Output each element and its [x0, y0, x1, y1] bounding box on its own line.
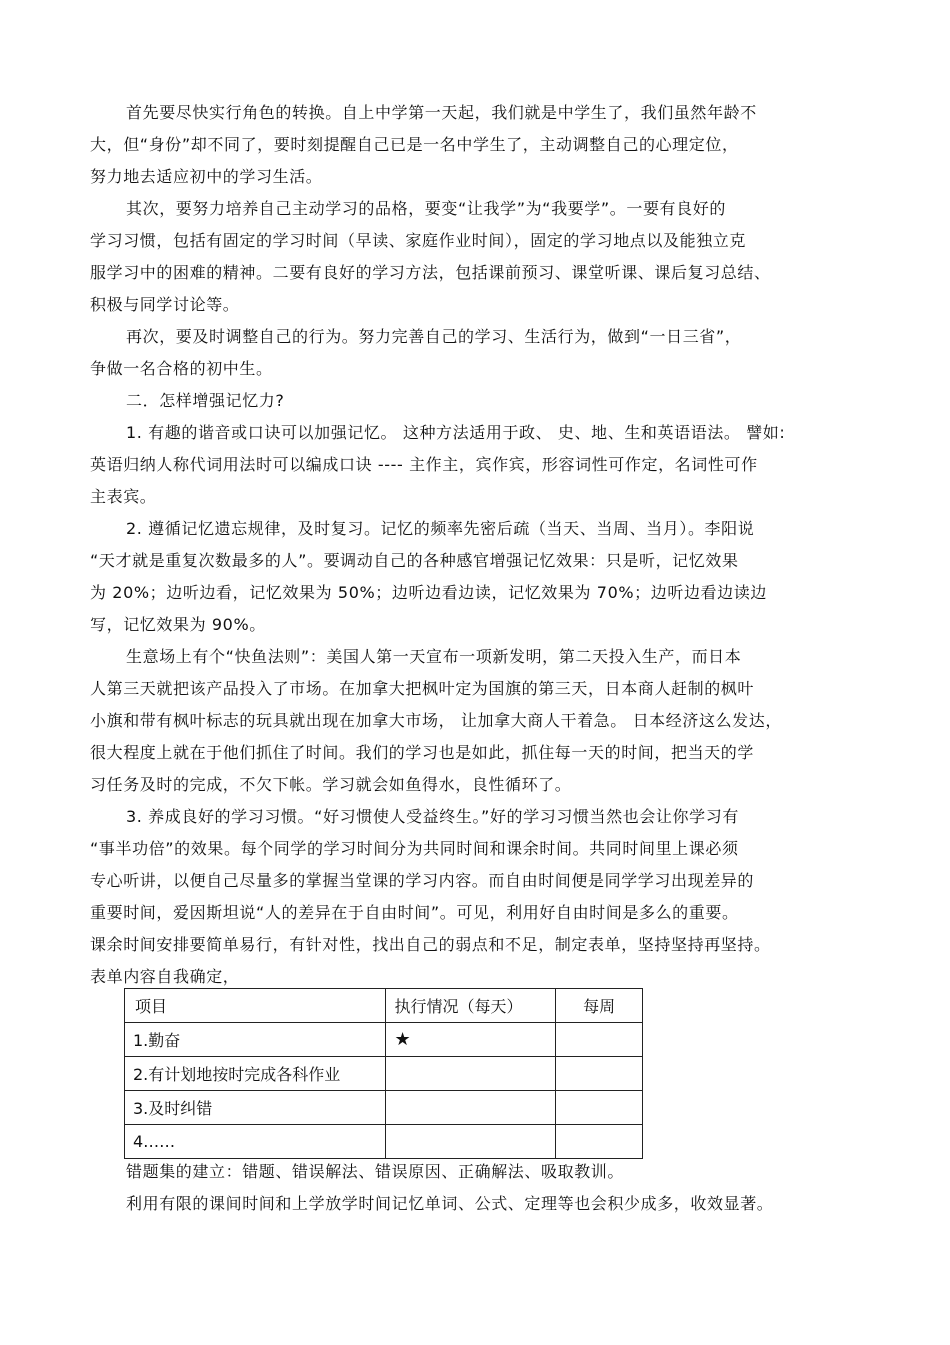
text-line: 2. 遵循记忆遗忘规律，及时复习。记忆的频率先密后疏（当天、当周、当月）。李阳说 — [126, 519, 755, 538]
table-row — [125, 1057, 643, 1091]
table-header-row — [125, 989, 643, 1023]
text-line: 积极与同学讨论等。 — [90, 295, 240, 314]
cell-weekly — [556, 1125, 643, 1159]
text-line: 很大程度上就在于他们抓住了时间。我们的学习也是如此，抓住每一天的时间，把当天的学 — [90, 743, 755, 762]
text-line: 学习习惯，包括有固定的学习时间（早读、家庭作业时间），固定的学习地点以及能独立克 — [90, 231, 747, 250]
section-heading: 二．怎样增强记忆力? — [126, 391, 285, 410]
text-line: 错题集的建立：错题、错误解法、错误原因、正确解法、吸取教训。 — [126, 1162, 625, 1181]
text-line: 专心听讲，以便自己尽量多的掌握当堂课的学习内容。而自由时间便是同学学习出现差异的 — [90, 871, 755, 890]
text-line: 重要时间，爱因斯坦说“人的差异在于自由时间”。可见，利用好自由时间是多么的重要。 — [90, 903, 739, 922]
cell-item: 4…… — [125, 1125, 386, 1159]
table-row — [125, 1023, 643, 1057]
study-plan-table — [124, 988, 643, 1159]
text-line: 3. 养成良好的学习习惯。“好习惯使人受益终生。”好的学习习惯当然也会让你学习有 — [126, 807, 739, 826]
text-line: 课余时间安排要简单易行，有针对性，找出自己的弱点和不足，制定表单，坚持坚持再坚持。 — [90, 935, 771, 954]
header-weekly: 每周 — [556, 989, 643, 1023]
text-line: 1. 有趣的谐音或口诀可以加强记忆。 这种方法适用于政、 史、地、生和英语语法。 譬如: — [126, 423, 786, 442]
cell-weekly — [556, 1057, 643, 1091]
text-line: “事半功倍”的效果。每个同学的学习时间分为共同时间和课余时间。共同时间里上课必须 — [90, 839, 739, 858]
text-line: 小旗和带有枫叶标志的玩具就出现在加拿大市场， 让加拿大商人干着急。 日本经济这么发达， — [90, 711, 782, 730]
text-line: 英语归纳人称代词用法时可以编成口诀 ---- 主作主，宾作宾，形容词性可作定，名词性可作 — [90, 455, 758, 474]
text-line: 服学习中的困难的精神。二要有良好的学习方法，包括课前预习、课堂听课、课后复习总结、 — [90, 263, 771, 282]
cell-weekly — [556, 1091, 643, 1125]
text-line: 努力地去适应初中的学习生活。 — [90, 167, 323, 186]
cell-daily — [386, 1125, 556, 1159]
cell-weekly — [556, 1023, 643, 1057]
table-row — [125, 1125, 643, 1159]
cell-item: 1.勤奋 — [125, 1023, 386, 1057]
cell-item: 2.有计划地按时完成各科作业 — [125, 1057, 386, 1091]
text-line: 再次，要及时调整自己的行为。努力完善自己的学习、生活行为，做到“一日三省”， — [126, 327, 742, 346]
text-line: 为 20%；边听边看，记忆效果为 50%；边听边看边读，记忆效果为 70%；边听边看边读边 — [90, 583, 767, 602]
cell-daily — [386, 1091, 556, 1125]
text-line: 表单内容自我确定， — [90, 967, 240, 986]
text-line: 大，但“身份”却不同了，要时刻提醒自己已是一名中学生了，主动调整自己的心理定位， — [90, 135, 739, 154]
cell-daily — [386, 1057, 556, 1091]
text-line: 主表宾。 — [90, 487, 157, 506]
header-daily: 执行情况（每天） — [386, 989, 556, 1023]
text-line: “天才就是重复次数最多的人”。要调动自己的各种感官增强记忆效果：只是听，记忆效果 — [90, 551, 739, 570]
text-line: 习任务及时的完成，不欠下帐。学习就会如鱼得水，良性循环了。 — [90, 775, 572, 794]
text-line: 争做一名合格的初中生。 — [90, 359, 273, 378]
text-line: 写，记忆效果为 90%。 — [90, 615, 266, 634]
text-line: 生意场上有个“快鱼法则”：美国人第一天宣布一项新发明，第二天投入生产，而日本 — [126, 647, 742, 666]
text-line: 其次，要努力培养自己主动学习的品格，要变“让我学”为“我要学”。一要有良好的 — [126, 199, 726, 218]
star-icon: ★ — [394, 1029, 411, 1050]
text-line: 人第三天就把该产品投入了市场。在加拿大把枫叶定为国旗的第三天，日本商人赶制的枫叶 — [90, 679, 755, 698]
cell-daily — [386, 1023, 556, 1057]
cell-item: 3.及时纠错 — [125, 1091, 386, 1125]
text-line: 利用有限的课间时间和上学放学时间记忆单词、公式、定理等也会积少成多，收效显著。 — [126, 1194, 774, 1213]
header-item: 项目 — [125, 989, 386, 1023]
text-line: 首先要尽快实行角色的转换。自上中学第一天起，我们就是中学生了，我们虽然年龄不 — [126, 103, 757, 122]
table-row — [125, 1091, 643, 1125]
